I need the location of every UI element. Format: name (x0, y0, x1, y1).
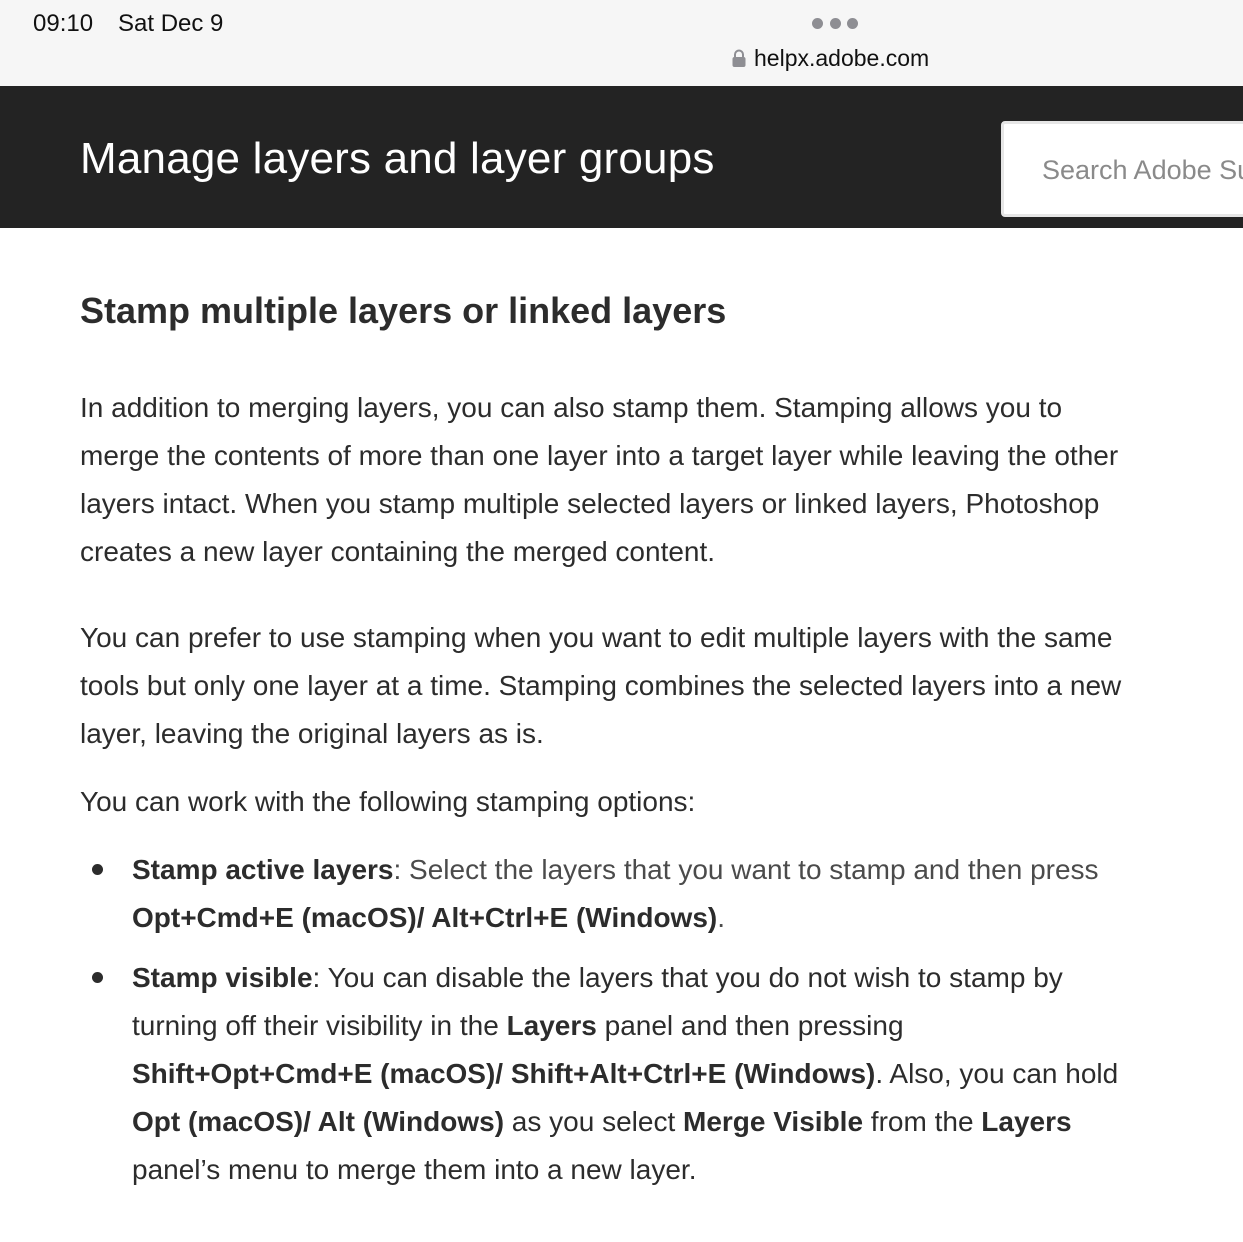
paragraph-options-intro: You can work with the following stamping options: (80, 786, 696, 817)
option-text: panel and then pressing (596, 1010, 904, 1041)
address-bar[interactable] (732, 44, 929, 72)
layers-term: Layers (981, 1106, 1072, 1137)
layers-term: Layers (506, 1010, 597, 1041)
article-content (80, 280, 1140, 1206)
option-text: . Also, you can hold (875, 1058, 1119, 1089)
url-text[interactable]: helpx.adobe.com (754, 44, 930, 71)
stamping-options-list (80, 846, 1140, 1194)
page-header (0, 86, 1243, 228)
status-date: Sat Dec 9 (118, 10, 224, 37)
bullet-icon (92, 864, 103, 875)
shortcut-text: Shift+Opt+Cmd+E (macOS)/ Shift+Alt+Ctrl+E (Windows) (132, 1058, 876, 1089)
option-text: as you select (504, 1106, 684, 1137)
option-text: : Select the layers that you want to stamp and then press (393, 854, 1099, 885)
option-label: Stamp active layers (132, 854, 394, 885)
paragraph-stamping-usage: You can prefer to use stamping when you want to edit multiple layers with the same tools but only one layer at a time. Stamping combines the selected layers into a new layer, leaving the original layers as is. (80, 622, 1122, 749)
section-title: Stamp multiple layers or linked layers (80, 290, 727, 331)
option-label: Stamp visible (132, 962, 313, 993)
option-text: from the (863, 1106, 982, 1137)
search-input[interactable] (1042, 152, 1243, 188)
option-text: . (717, 902, 726, 933)
more-dots-icon[interactable] (812, 18, 858, 30)
page-title: Manage layers and layer groups (80, 134, 715, 183)
merge-visible-term: Merge Visible (683, 1106, 864, 1137)
list-item (80, 954, 1140, 1194)
option-text: panel’s menu to merge them into a new layer. (132, 1154, 697, 1185)
modifier-text: Opt (macOS)/ Alt (Windows) (132, 1106, 505, 1137)
shortcut-text: Opt+Cmd+E (macOS)/ Alt+Ctrl+E (Windows) (132, 902, 718, 933)
search-box[interactable] (1001, 121, 1243, 217)
lock-icon (732, 49, 746, 67)
option-text: : You can disable the layers that you do not wish to stamp by turning off their visibility in the (132, 962, 1063, 1041)
status-time: 09:10 (33, 10, 94, 37)
list-item (80, 846, 1140, 942)
status-bar (0, 0, 1243, 86)
bullet-icon (92, 972, 103, 983)
paragraph-intro: In addition to merging layers, you can also stamp them. Stamping allows you to merge the contents of more than one layer into a target layer while leaving the other layers intact. When you stamp multiple selected layers or linked layers, Photoshop creates a new layer containing the merged content. (80, 392, 1119, 567)
